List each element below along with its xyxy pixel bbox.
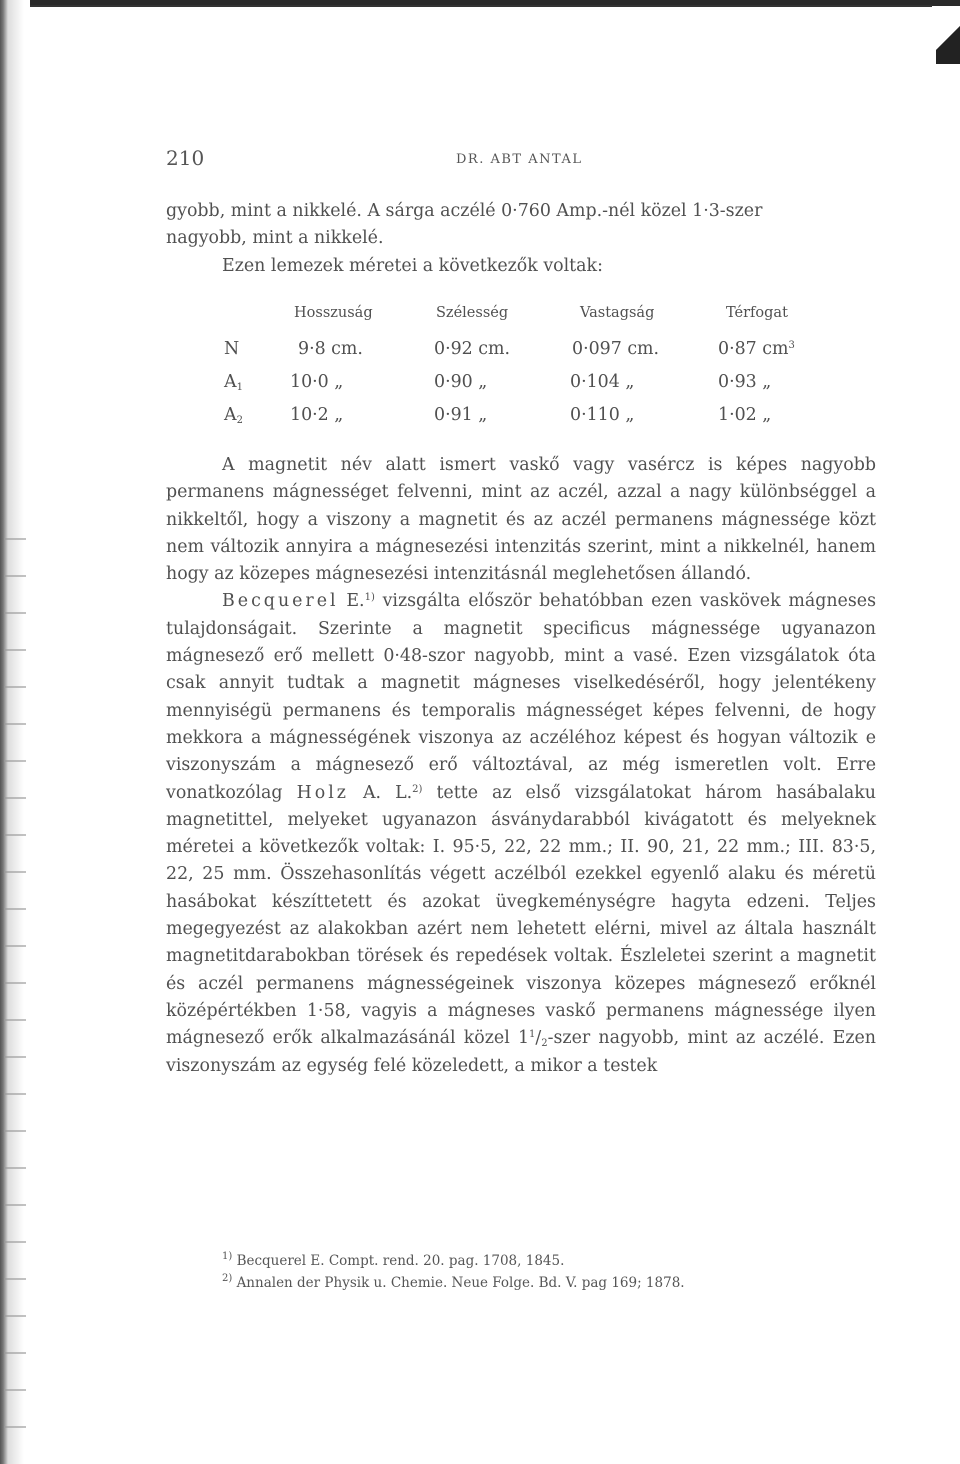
table-cell: 10·2 „ [290,405,344,425]
table-cell: 0·87 $cm^3$ [718,339,795,359]
column-header: Térfogat [726,305,788,321]
footnote-ref: 2) [412,783,423,795]
row-label: $A_2$ [224,405,243,426]
scan-top-border [0,0,960,20]
footnote-ref: 1) [364,592,375,604]
footnotes [222,1250,872,1294]
scan-left-edge [0,0,30,1464]
dimensions-table [166,305,876,435]
table-cell: 0·93 „ [718,372,772,392]
author-name: Holz [296,782,349,803]
footnote: $^{2)}$ Annalen der Physik u. Chemie. Neue Folge. Bd. V. pag 169; 1878. [222,1273,685,1291]
table-cell: 0·110 „ [570,405,635,425]
table-cell: 10·0 „ [290,372,344,392]
author-name: Becquerel [222,591,339,612]
paragraph: A magnetit név alatt ismert vaskő vagy vasércz is képes nagyobb permanens mágnességet felvenni, mint az aczél, azzal a nagy különbséggel a nikkeltől, hogy a viszony a magnetit és az aczél permanens mágnessége közt nem változik annyira a mágnesezési intenzitás szerint, mint a nikkelnél, hanem hogy az közepes mágnesezési intenzitásnál meglehetősen állandó. [166,455,876,585]
row-label: $A_1$ [224,372,243,393]
intro-line: gyobb, mint a nikkelé. A sárga aczélé 0·760 Amp.-nél közel 1·3-szer [166,201,763,221]
intro-block [166,198,876,280]
table-cell: 0·104 „ [570,372,635,392]
footnote: $^{1)}$ Becquerel E. Compt. rend. 20. pag. 1708, 1845. [222,1251,565,1269]
scan-top-rule [12,5,932,7]
table-cell: 0·91 „ [434,405,488,425]
column-header: Hosszuság [294,305,373,321]
binding-marks [4,520,26,1460]
scan-corner-shadow [936,24,960,64]
table-cell: 1·02 „ [718,405,772,425]
intro-line: nagyobb, mint a nikkelé. [166,228,384,249]
table-cell: 0·92 cm. [434,339,511,359]
table-cell: 9·8 cm. [298,339,363,359]
page-header [166,146,876,176]
paragraph: Becquerel E.$^{1)}$ vizsgálta először behatóbban ezen vaskövek mágneses tulajdonságait. Szerinte a magnetit specificus mágnessége ugyanazon mágnesező erő mellett 0·48-szor nagyobb, mint a vasé. Ezen vizsgálatok óta csak annyit tudtak a magnetit mágneses viselkedéséről, hogy jelentékeny mennyiségü permanens és temporalis mágnességet képes felvenni, de hogy mekkora a mágnességének viszonya az aczéléhoz képest és hogyan változik e viszonyszám a mágnesező erő változtával, az még ismeretlen volt. Erre vonatkozólag Holz A. L.$^{2)}$ tette az első vizsgálatokat három hasábalaku magnetittel, melyeket ugyanazon ásványdarabból kivágatott és melyeknek méretei a következők voltak: I. 95·5, 22, 22 mm.; II. 90, 21, 22 mm.; III. 83·5, 22, 25 mm. Összehasonlítás végett aczélból ezekkel egyenlő alaku és méretü hasábokat készíttetett és azokat üvegkeménységre hagyta edzeni. Teljes megegyezést az alakokban azért nem lehetett elérni, mivel az általa használt magnetitdarabokban törések és repedések voltak. Észleletei szerint a magnetit és aczél permanens mágnességeinek viszonya közepes mágnesező erőknél középértékben 1·58, vagyis a mágneses vaskő permanens mágnessége ilyen mágnesező erők alkalmazásánál közel $1^1/_2$-szer nagyobb, mint az aczélé. Ezen viszonyszám az egység felé közeledett, a mikor a testek [166,591,877,1076]
page-number: 210 [166,146,205,170]
table-cell: 0·90 „ [434,372,488,392]
running-head: DR. ABT ANTAL [456,152,583,167]
column-header: Szélesség [436,305,509,321]
row-label: N [224,339,240,359]
column-header: Vastagság [580,305,655,321]
table-intro: Ezen lemezek méretei a következők voltak: [222,255,603,276]
table-cell: 0·097 cm. [572,339,660,359]
body-text [166,452,876,1080]
